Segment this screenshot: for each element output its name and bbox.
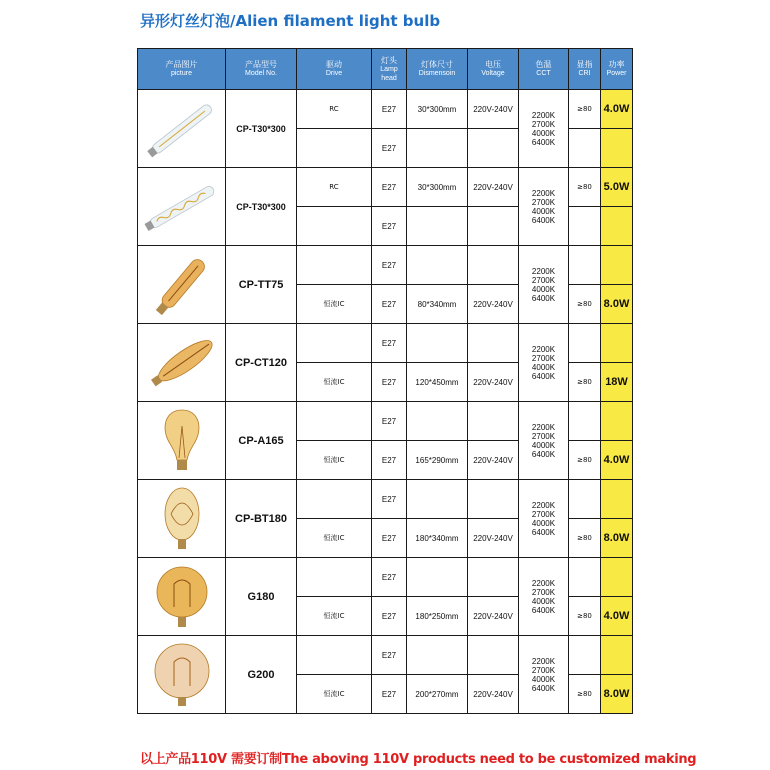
empty-cell <box>407 246 468 285</box>
cri-cell: ≥80 <box>569 441 601 480</box>
page-title: 异形灯丝灯泡/Alien filament light bulb <box>140 12 441 30</box>
model-cell: CP-T30*300 <box>226 90 297 168</box>
cct-cell: 2200K 2700K 4000K 6400K <box>519 402 569 480</box>
table-row <box>138 636 633 675</box>
power-cell: 4.0W <box>601 597 633 636</box>
product-picture <box>138 324 226 402</box>
product-picture <box>138 636 226 714</box>
empty-cell <box>407 636 468 675</box>
cri-cell: ≥80 <box>569 363 601 402</box>
lamp-head-cell: E27 <box>372 129 407 168</box>
header-power: 功率 Power <box>601 49 633 90</box>
cct-cell: 2200K 2700K 4000K 6400K <box>519 558 569 636</box>
cct-cell: 2200K 2700K 4000K 6400K <box>519 324 569 402</box>
lamp-head-cell: E27 <box>372 285 407 324</box>
voltage-cell: 220V-240V <box>468 363 519 402</box>
model-cell: CP-BT180 <box>226 480 297 558</box>
dimension-cell: 80*340mm <box>407 285 468 324</box>
model-cell: G200 <box>226 636 297 714</box>
empty-cell <box>601 558 633 597</box>
empty-cell <box>601 129 633 168</box>
drive-cell: 恒流IC <box>297 519 372 558</box>
drive-cell: 恒流IC <box>297 675 372 714</box>
power-cell: 8.0W <box>601 519 633 558</box>
product-picture <box>138 168 226 246</box>
cri-cell: ≥80 <box>569 168 601 207</box>
empty-cell <box>468 246 519 285</box>
lamp-head-cell: E27 <box>372 207 407 246</box>
model-cell: G180 <box>226 558 297 636</box>
bulb-icon <box>138 406 225 476</box>
empty-cell <box>601 636 633 675</box>
table-row <box>138 480 633 519</box>
voltage-cell: 220V-240V <box>468 285 519 324</box>
header-lamp-head: 灯头 Lamp head <box>372 49 407 90</box>
empty-cell <box>569 480 601 519</box>
empty-cell <box>407 480 468 519</box>
header-cct: 色温 CCT <box>519 49 569 90</box>
model-cell: CP-TT75 <box>226 246 297 324</box>
header-drive: 驱动 Drive <box>297 49 372 90</box>
bulb-icon <box>138 640 225 710</box>
product-picture <box>138 480 226 558</box>
lamp-head-cell: E27 <box>372 519 407 558</box>
cri-cell: ≥80 <box>569 519 601 558</box>
lamp-head-cell: E27 <box>372 558 407 597</box>
power-cell: 4.0W <box>601 90 633 129</box>
empty-cell <box>407 324 468 363</box>
lamp-head-cell: E27 <box>372 363 407 402</box>
lamp-head-cell: E27 <box>372 636 407 675</box>
empty-cell <box>407 558 468 597</box>
cri-cell: ≥80 <box>569 285 601 324</box>
product-picture <box>138 402 226 480</box>
empty-cell <box>468 558 519 597</box>
dimension-cell: 200*270mm <box>407 675 468 714</box>
voltage-cell: 220V-240V <box>468 519 519 558</box>
empty-cell <box>297 207 372 246</box>
table-row <box>138 402 633 441</box>
empty-cell <box>468 480 519 519</box>
lamp-head-cell: E27 <box>372 246 407 285</box>
bulb-icon <box>138 172 225 242</box>
lamp-head-cell: E27 <box>372 675 407 714</box>
empty-cell <box>468 402 519 441</box>
power-cell: 18W <box>601 363 633 402</box>
drive-cell: RC <box>297 168 372 207</box>
dimension-cell: 165*290mm <box>407 441 468 480</box>
bulb-icon <box>138 328 225 398</box>
empty-cell <box>407 402 468 441</box>
drive-cell: 恒流IC <box>297 363 372 402</box>
cct-cell: 2200K 2700K 4000K 6400K <box>519 636 569 714</box>
model-cell: CP-T30*300 <box>226 168 297 246</box>
empty-cell <box>601 207 633 246</box>
bulb-icon <box>138 562 225 632</box>
product-table <box>137 48 633 714</box>
empty-cell <box>601 402 633 441</box>
lamp-head-cell: E27 <box>372 324 407 363</box>
lamp-head-cell: E27 <box>372 441 407 480</box>
voltage-cell: 220V-240V <box>468 90 519 129</box>
dimension-cell: 180*250mm <box>407 597 468 636</box>
dimension-cell: 180*340mm <box>407 519 468 558</box>
lamp-head-cell: E27 <box>372 480 407 519</box>
empty-cell <box>569 129 601 168</box>
power-cell: 5.0W <box>601 168 633 207</box>
table-row <box>138 90 633 129</box>
footer-note: 以上产品110V 需要订制The aboving 110V products need to be customized making <box>140 752 697 767</box>
cri-cell: ≥80 <box>569 597 601 636</box>
empty-cell <box>297 480 372 519</box>
product-picture <box>138 90 226 168</box>
voltage-cell: 220V-240V <box>468 597 519 636</box>
cct-cell: 2200K 2700K 4000K 6400K <box>519 90 569 168</box>
empty-cell <box>601 480 633 519</box>
table-row <box>138 324 633 363</box>
bulb-icon <box>138 94 225 164</box>
header-voltage: 电压 Voltage <box>468 49 519 90</box>
bulb-icon <box>138 484 225 554</box>
empty-cell <box>407 129 468 168</box>
voltage-cell: 220V-240V <box>468 168 519 207</box>
empty-cell <box>468 129 519 168</box>
dimension-cell: 30*300mm <box>407 168 468 207</box>
drive-cell: 恒流IC <box>297 597 372 636</box>
empty-cell <box>297 246 372 285</box>
table-row <box>138 558 633 597</box>
dimension-cell: 120*450mm <box>407 363 468 402</box>
empty-cell <box>297 324 372 363</box>
cct-cell: 2200K 2700K 4000K 6400K <box>519 168 569 246</box>
product-picture <box>138 558 226 636</box>
empty-cell <box>569 207 601 246</box>
lamp-head-cell: E27 <box>372 168 407 207</box>
empty-cell <box>468 207 519 246</box>
product-picture <box>138 246 226 324</box>
empty-cell <box>569 636 601 675</box>
table-row <box>138 168 633 207</box>
empty-cell <box>601 246 633 285</box>
header-dimension: 灯体尺寸 Dismensoin <box>407 49 468 90</box>
empty-cell <box>569 558 601 597</box>
empty-cell <box>297 636 372 675</box>
cct-cell: 2200K 2700K 4000K 6400K <box>519 480 569 558</box>
cri-cell: ≥80 <box>569 90 601 129</box>
model-cell: CP-CT120 <box>226 324 297 402</box>
power-cell: 4.0W <box>601 441 633 480</box>
empty-cell <box>468 636 519 675</box>
voltage-cell: 220V-240V <box>468 675 519 714</box>
drive-cell: 恒流IC <box>297 285 372 324</box>
power-cell: 8.0W <box>601 285 633 324</box>
model-cell: CP-A165 <box>226 402 297 480</box>
empty-cell <box>569 402 601 441</box>
empty-cell <box>468 324 519 363</box>
voltage-cell: 220V-240V <box>468 441 519 480</box>
empty-cell <box>569 324 601 363</box>
lamp-head-cell: E27 <box>372 90 407 129</box>
empty-cell <box>601 324 633 363</box>
header-picture: 产品图片 picture <box>138 49 226 90</box>
bulb-icon <box>138 250 225 320</box>
dimension-cell: 30*300mm <box>407 90 468 129</box>
empty-cell <box>569 246 601 285</box>
cct-cell: 2200K 2700K 4000K 6400K <box>519 246 569 324</box>
empty-cell <box>407 207 468 246</box>
empty-cell <box>297 402 372 441</box>
header-model: 产品型号 Model No. <box>226 49 297 90</box>
cri-cell: ≥80 <box>569 675 601 714</box>
drive-cell: RC <box>297 90 372 129</box>
lamp-head-cell: E27 <box>372 402 407 441</box>
lamp-head-cell: E27 <box>372 597 407 636</box>
header-cri: 显指 CRI <box>569 49 601 90</box>
empty-cell <box>297 129 372 168</box>
table-header-row <box>138 49 633 90</box>
power-cell: 8.0W <box>601 675 633 714</box>
table-row <box>138 246 633 285</box>
empty-cell <box>297 558 372 597</box>
drive-cell: 恒流IC <box>297 441 372 480</box>
